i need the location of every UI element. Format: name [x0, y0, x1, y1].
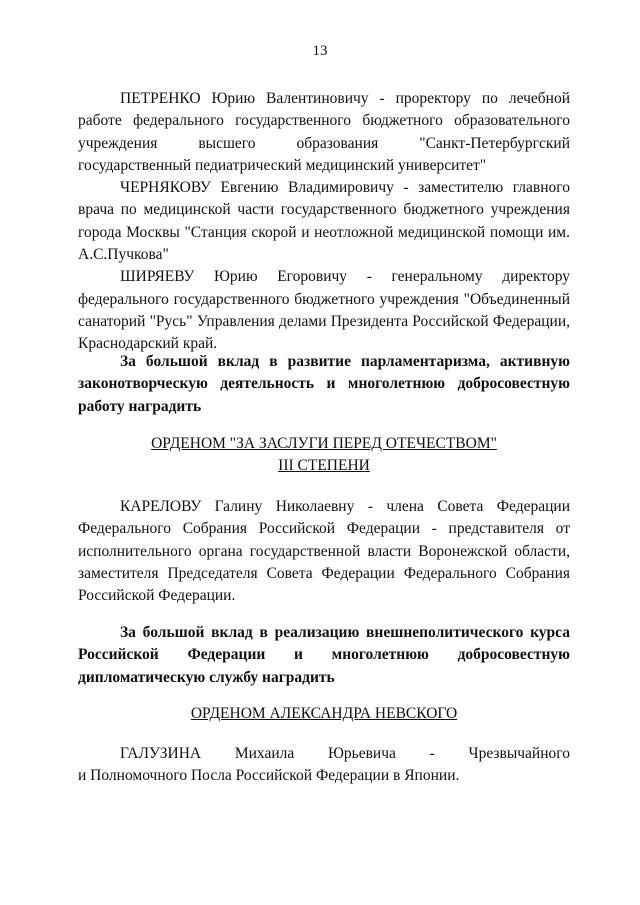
order-title-line: ОРДЕНОМ АЛЕКСАНДРА НЕВСКОГО: [190, 705, 458, 722]
order-title-merit: [78, 433, 570, 478]
award-recipient-petrenko: ПЕТРЕНКО Юрию Валентиновичу - проректору по лечебной работе федерального государственного бюджетного образовательного учреждения высшего образования "Санкт-Петербургский государственный педиатрический медицинский университет": [78, 90, 570, 174]
page-number: 13: [312, 43, 328, 59]
award-recipient-shiryaev: ШИРЯЕВУ Юрию Егоровичу - генеральному директору федерального государственного бюджетного учреждения "Объединенный санаторий "Русь" Управления делами Президента Российской Федерации, Краснодарский край.: [78, 268, 570, 353]
recipient-line2: и Полномочного Посла Российской Федерации в Японии.: [78, 767, 460, 785]
order-title-line2: III СТЕПЕНИ: [278, 457, 370, 475]
award-list-section-1: [78, 88, 570, 356]
preamble-text: За большой вклад в развитие парламентаризма, активную законотворческую деятельность и многолетнюю добросовестную работу наградить: [78, 353, 570, 415]
award-recipient-karelova: [78, 496, 570, 607]
recipient-line1: ГАЛУЗИНА Михаила Юрьевича - Чрезвычайного: [120, 745, 570, 762]
award-recipient-galuzin: [78, 743, 570, 788]
award-preamble-foreign-policy: [78, 622, 570, 689]
award-preamble-parliamentarism: [78, 351, 570, 418]
preamble-text: За большой вклад в реализацию внешнеполитического курса Российской Федерации и многолетнюю добросовестную дипломатическую службу наградить: [78, 624, 570, 686]
order-title-nevsky: [78, 703, 570, 725]
award-recipient-chernyakov: ЧЕРНЯКОВУ Евгению Владимировичу - заместителю главного врача по медицинской части государственного бюджетного учреждения города Москвы "Станция скорой и неотложной медицинской помощи им. А.С.Пучкова": [78, 179, 570, 264]
order-title-line1: ОРДЕНОМ "ЗА ЗАСЛУГИ ПЕРЕД ОТЕЧЕСТВОМ": [151, 435, 497, 452]
recipient-text: КАРЕЛОВУ Галину Николаевну - члена Совета Федерации Федерального Собрания Российской Федерации - представителя от исполнительного органа государственной власти Воронежской области, заместителя Председателя Совета Федерации Федерального Собрания Российской Федерации.: [78, 498, 570, 605]
